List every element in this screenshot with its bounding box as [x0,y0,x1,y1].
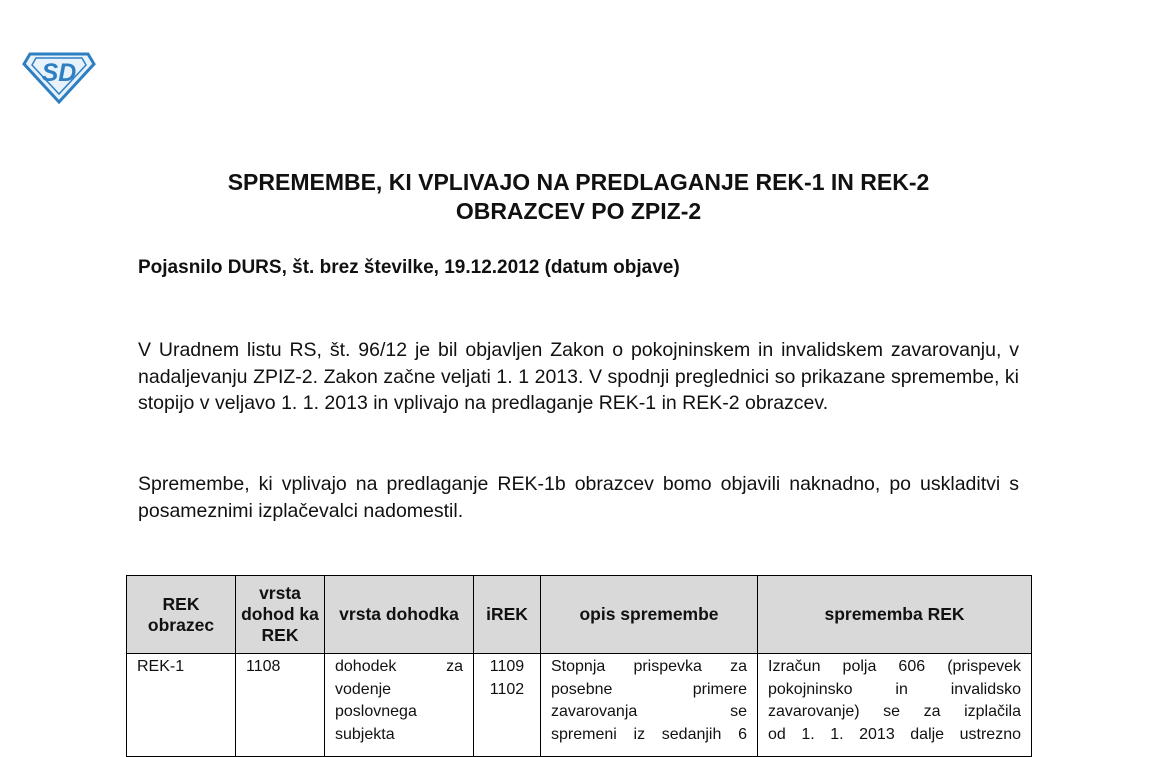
svg-text:SD: SD [41,59,77,87]
cell-line: posebne primere [551,680,747,698]
header-irek [474,576,541,654]
cell-opis [541,654,758,757]
cell-line: dohodek za [335,658,463,675]
note-paragraph: Spremembe, ki vplivajo na predlaganje REK-1b obrazcev bomo objavili naknadno, po uskladitvi s posameznimi izplačevalci nadomestil. [138,473,1019,522]
header-text: obrazec [147,614,215,635]
cell-irek [474,654,541,757]
cell-obrazec: REK-1 [127,654,236,757]
header-rek-obrazec [127,576,236,654]
header-sprememba-rek [758,576,1032,654]
header-text: vrsta [339,604,382,624]
header-text: REK [162,593,200,614]
cell-line: Stopnja prispevka za [551,658,747,675]
cell-line: spremeni iz sedanjih 6 [551,725,747,743]
cell-vrsta-dohodka [325,654,474,757]
sd-diamond-logo-icon [22,48,96,104]
header-opis-spremembe [541,576,758,654]
changes-table [126,575,1032,757]
cell-line: poslovnega [335,703,417,720]
document-title [130,168,1027,226]
cell-sprememba [758,654,1032,757]
cell-line: pokojninsko in invalidsko [768,680,1021,698]
cell-line: vodenje [335,680,392,698]
table-row [127,654,1032,757]
header-text: vrsta [259,583,301,603]
document-subtitle: Pojasnilo DURS, št. brez številke, 19.12.2012 (datum objave) [138,257,680,278]
cell-vrsta-rek: 1108 [236,654,325,757]
intro-paragraph: V Uradnem listu RS, št. 96/12 je bil objavljen Zakon o pokojninskem in invalidskem zavarovanju, v nadaljevanju ZPIZ-2. Zakon začne veljati 1. 1 2013. V spodnji preglednici so prikazane spremembe, ki stopijo v veljavo 1. 1. 2013 in vplivajo na predlaganje REK-1 in REK-2 obrazcev. [138,339,1019,414]
cell-line: zavarovanje) se za izplačila [768,703,1021,720]
cell-line: Izračun polja 606 (prispevek [768,658,1021,675]
header-vrsta-dohodka [325,576,474,654]
cell-line: zavarovanja se [551,703,747,720]
header-text: opis spremembe [579,604,719,624]
header-text: ka REK [261,604,319,645]
cell-line: 1102 [489,680,525,698]
header-text: dohod [241,604,295,624]
table-header-row [127,576,1032,654]
cell-line: subjekta [335,725,395,743]
cell-line: 1109 [489,658,525,675]
header-text: dohodka [385,604,459,624]
cell-line: od 1. 1. 2013 dalje ustrezno [768,725,1021,743]
header-text: iREK [486,604,528,624]
title-line: OBRAZCEV PO ZPIZ-2 [455,198,702,224]
title-line: SPREMEMBE, KI VPLIVAJO NA PREDLAGANJE REK-1 IN REK-2 [227,169,930,195]
header-vrsta-dohodka-rek [236,576,325,654]
header-text: sprememba REK [824,604,965,624]
